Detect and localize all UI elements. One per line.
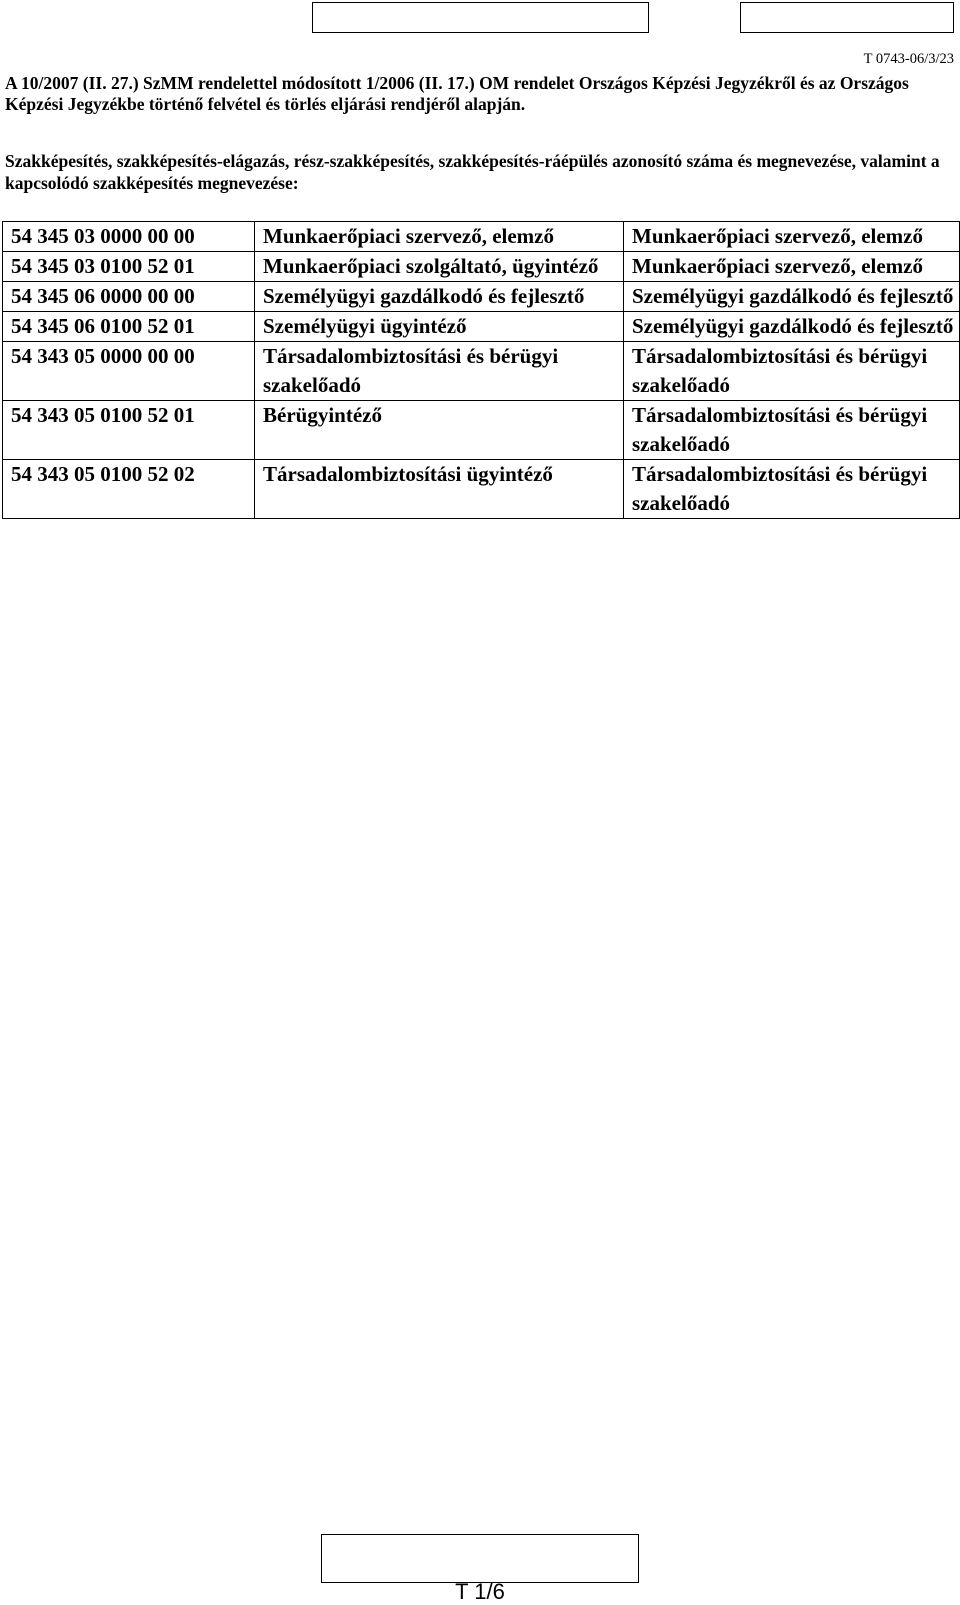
footer-blank-box bbox=[321, 1534, 639, 1583]
qualification-name: Társadalombiztosítási ügyintéző bbox=[255, 460, 624, 519]
related-qualification: Személyügyi gazdálkodó és fejlesztő bbox=[624, 312, 960, 342]
qualification-name: Társadalombiztosítási és bérügyi szakelőadó bbox=[255, 342, 624, 401]
qualification-code: 54 345 06 0000 00 00 bbox=[3, 282, 255, 312]
table-row bbox=[3, 342, 960, 401]
related-qualification: Társadalombiztosítási és bérügyi szakelőadó bbox=[624, 342, 960, 401]
qualification-code: 54 345 06 0100 52 01 bbox=[3, 312, 255, 342]
header-blank-box-left bbox=[312, 2, 649, 33]
table-row bbox=[3, 282, 960, 312]
table-row bbox=[3, 222, 960, 252]
intro-text: Szakképesítés, szakképesítés-elágazás, rész-szakképesítés, szakképesítés-ráépülés azonosító száma és megnevezése, valamint a kapcsolódó szakképesítés megnevezése: bbox=[5, 151, 940, 193]
qualification-name: Munkaerőpiaci szervező, elemző bbox=[255, 222, 624, 252]
table-row bbox=[3, 401, 960, 460]
legal-basis-text: A 10/2007 (II. 27.) SzMM rendelettel módosított 1/2006 (II. 17.) OM rendelet Országos Képzési Jegyzékről és az Országos Képzési Jegyzékbe történő felvétel és törlés eljárási rendjéről alapján. bbox=[5, 73, 909, 114]
related-qualification: Személyügyi gazdálkodó és fejlesztő bbox=[624, 282, 960, 312]
qualification-name: Személyügyi ügyintéző bbox=[255, 312, 624, 342]
qualification-code: 54 343 05 0100 52 02 bbox=[3, 460, 255, 519]
qualification-name: Személyügyi gazdálkodó és fejlesztő bbox=[255, 282, 624, 312]
qualifications-table bbox=[2, 221, 960, 519]
table-row bbox=[3, 312, 960, 342]
related-qualification: Társadalombiztosítási és bérügyi szakelőadó bbox=[624, 401, 960, 460]
related-qualification: Munkaerőpiaci szervező, elemző bbox=[624, 252, 960, 282]
qualification-name: Munkaerőpiaci szolgáltató, ügyintéző bbox=[255, 252, 624, 282]
header-blank-box-right bbox=[740, 2, 954, 33]
table-row bbox=[3, 460, 960, 519]
related-qualification: Társadalombiztosítási és bérügyi szakelőadó bbox=[624, 460, 960, 519]
page-number: T 1/6 bbox=[455, 1579, 505, 1604]
document-code: T 0743-06/3/23 bbox=[863, 51, 954, 67]
related-qualification: Munkaerőpiaci szervező, elemző bbox=[624, 222, 960, 252]
table-row bbox=[3, 252, 960, 282]
qualification-code: 54 343 05 0100 52 01 bbox=[3, 401, 255, 460]
qualification-code: 54 345 03 0100 52 01 bbox=[3, 252, 255, 282]
qualification-code: 54 343 05 0000 00 00 bbox=[3, 342, 255, 401]
qualification-code: 54 345 03 0000 00 00 bbox=[3, 222, 255, 252]
qualification-name: Bérügyintéző bbox=[255, 401, 624, 460]
